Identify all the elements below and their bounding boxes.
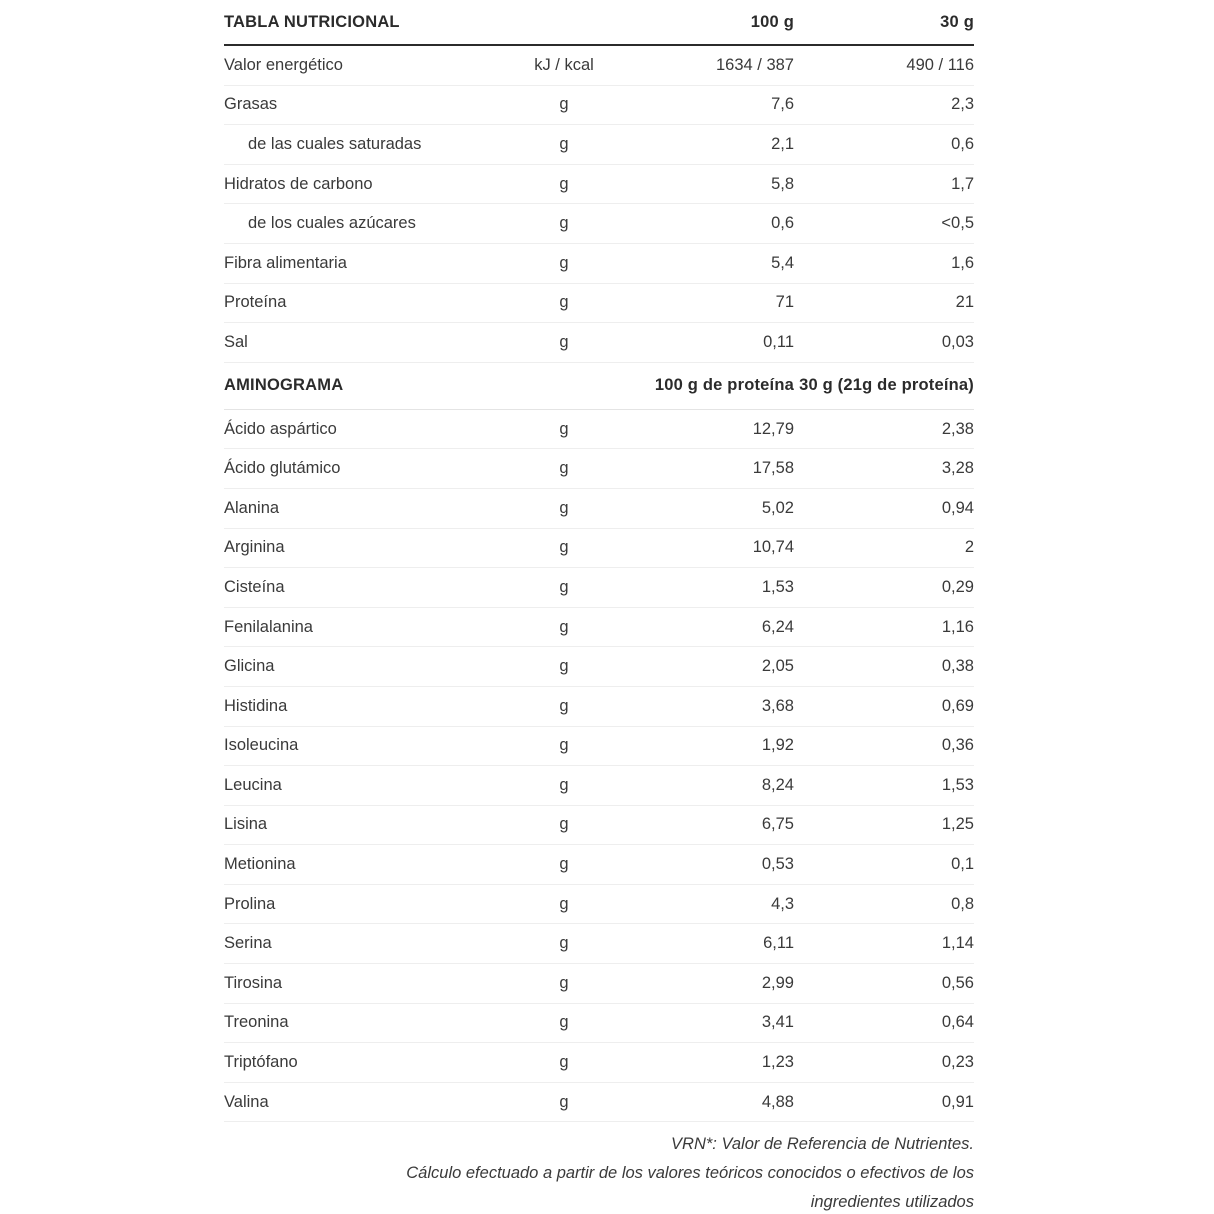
row-label: Fibra alimentaria: [224, 243, 509, 283]
table-row: [224, 884, 974, 924]
row-value-30g: 2,3: [794, 85, 974, 125]
row-value-100g-protein: 2,99: [619, 964, 794, 1004]
nutrition-table-body: [224, 0, 974, 1122]
footnote-line-ingredientes: ingredientes utilizados: [810, 1193, 974, 1212]
row-label: Histidina: [224, 686, 509, 726]
row-label: Treonina: [224, 1003, 509, 1043]
table-row: [224, 528, 974, 568]
row-value-100g: 0,11: [619, 323, 794, 363]
row-unit: g: [509, 85, 619, 125]
row-unit: g: [509, 647, 619, 687]
row-unit: kJ / kcal: [509, 45, 619, 85]
table-row: [224, 647, 974, 687]
table-row: [224, 323, 974, 363]
row-value-30g: 1,7: [794, 164, 974, 204]
row-value-30g-protein: 0,1: [794, 845, 974, 885]
row-value-30g-protein: 1,14: [794, 924, 974, 964]
footnote-line-vrn: VRN*: Valor de Referencia de Nutrientes.: [671, 1135, 974, 1154]
row-unit: g: [509, 528, 619, 568]
aminogram-col2-header: 30 g (21g de proteína): [794, 362, 974, 409]
row-value-100g: 7,6: [619, 85, 794, 125]
row-value-100g: 0,6: [619, 204, 794, 244]
row-value-100g-protein: 4,88: [619, 1082, 794, 1122]
table-row: [224, 1082, 974, 1122]
row-unit: g: [509, 726, 619, 766]
row-value-30g: 490 / 116: [794, 45, 974, 85]
table-footnote: [224, 1122, 974, 1214]
row-value-30g-protein: 1,25: [794, 805, 974, 845]
row-unit: g: [509, 409, 619, 449]
row-value-30g-protein: 1,53: [794, 766, 974, 806]
table-row: [224, 283, 974, 323]
table-row: [224, 164, 974, 204]
row-value-30g: <0,5: [794, 204, 974, 244]
table-row: [224, 409, 974, 449]
table-row: [224, 607, 974, 647]
row-unit: g: [509, 283, 619, 323]
row-unit: g: [509, 204, 619, 244]
table-row: [224, 45, 974, 85]
row-unit: g: [509, 125, 619, 165]
row-value-30g-protein: 0,64: [794, 1003, 974, 1043]
aminogram-section-header: [224, 362, 974, 409]
row-unit: g: [509, 686, 619, 726]
row-unit: g: [509, 1003, 619, 1043]
row-unit: g: [509, 924, 619, 964]
row-label: Isoleucina: [224, 726, 509, 766]
row-value-100g-protein: 4,3: [619, 884, 794, 924]
row-label: de los cuales azúcares: [224, 204, 509, 244]
row-value-100g-protein: 6,11: [619, 924, 794, 964]
row-unit: g: [509, 766, 619, 806]
row-label: Prolina: [224, 884, 509, 924]
row-unit: g: [509, 805, 619, 845]
row-label: Cisteína: [224, 568, 509, 608]
row-unit: g: [509, 243, 619, 283]
nutrition-section-title: TABLA NUTRICIONAL: [224, 0, 509, 45]
nutrition-section-header: [224, 0, 974, 45]
row-value-100g-protein: 1,53: [619, 568, 794, 608]
row-value-100g-protein: 1,92: [619, 726, 794, 766]
row-value-30g-protein: 0,8: [794, 884, 974, 924]
row-label: Triptófano: [224, 1043, 509, 1083]
row-value-100g-protein: 10,74: [619, 528, 794, 568]
row-value-30g-protein: 0,38: [794, 647, 974, 687]
row-value-100g-protein: 3,68: [619, 686, 794, 726]
row-value-100g-protein: 6,75: [619, 805, 794, 845]
row-label: Proteína: [224, 283, 509, 323]
row-unit: g: [509, 488, 619, 528]
table-row: [224, 449, 974, 489]
row-value-30g: 1,6: [794, 243, 974, 283]
row-value-100g-protein: 0,53: [619, 845, 794, 885]
row-unit: g: [509, 323, 619, 363]
row-value-30g: 21: [794, 283, 974, 323]
row-label: Hidratos de carbono: [224, 164, 509, 204]
footnote-line-calculo: Cálculo efectuado a partir de los valores teóricos conocidos o efectivos de los: [406, 1164, 974, 1183]
row-label: Ácido glutámico: [224, 449, 509, 489]
table-row: [224, 204, 974, 244]
table-row: [224, 845, 974, 885]
row-value-30g-protein: 1,16: [794, 607, 974, 647]
row-label: Fenilalanina: [224, 607, 509, 647]
row-value-100g-protein: 3,41: [619, 1003, 794, 1043]
row-value-30g-protein: 0,69: [794, 686, 974, 726]
row-value-30g-protein: 0,56: [794, 964, 974, 1004]
table-row: [224, 726, 974, 766]
row-unit: g: [509, 449, 619, 489]
row-value-30g-protein: 0,36: [794, 726, 974, 766]
row-unit: g: [509, 884, 619, 924]
row-label: Metionina: [224, 845, 509, 885]
row-value-100g: 71: [619, 283, 794, 323]
table-row: [224, 964, 974, 1004]
row-unit: g: [509, 845, 619, 885]
nutrition-col2-header: 30 g: [794, 0, 974, 45]
row-unit: g: [509, 568, 619, 608]
aminogram-section-title: AMINOGRAMA: [224, 362, 509, 409]
table-row: [224, 1043, 974, 1083]
row-label: Valor energético: [224, 45, 509, 85]
row-value-100g-protein: 17,58: [619, 449, 794, 489]
nutrition-table-wrapper: [224, 0, 974, 1214]
row-label: Leucina: [224, 766, 509, 806]
row-label: Serina: [224, 924, 509, 964]
row-label: de las cuales saturadas: [224, 125, 509, 165]
row-label: Grasas: [224, 85, 509, 125]
table-row: [224, 1003, 974, 1043]
row-value-100g-protein: 1,23: [619, 1043, 794, 1083]
row-value-30g-protein: 0,29: [794, 568, 974, 608]
row-value-100g-protein: 12,79: [619, 409, 794, 449]
row-value-30g-protein: 3,28: [794, 449, 974, 489]
row-label: Tirosina: [224, 964, 509, 1004]
row-value-100g: 2,1: [619, 125, 794, 165]
table-row: [224, 766, 974, 806]
nutrition-unit-header: [509, 0, 619, 45]
row-label: Sal: [224, 323, 509, 363]
row-value-100g-protein: 8,24: [619, 766, 794, 806]
table-row: [224, 686, 974, 726]
nutrition-col1-header: 100 g: [619, 0, 794, 45]
row-value-30g: 0,03: [794, 323, 974, 363]
row-label: Ácido aspártico: [224, 409, 509, 449]
aminogram-col1-header: 100 g de proteína: [619, 362, 794, 409]
row-value-100g-protein: 6,24: [619, 607, 794, 647]
table-row: [224, 568, 974, 608]
table-row: [224, 805, 974, 845]
row-label: Lisina: [224, 805, 509, 845]
row-unit: g: [509, 164, 619, 204]
row-label: Valina: [224, 1082, 509, 1122]
row-unit: g: [509, 964, 619, 1004]
table-row: [224, 924, 974, 964]
table-row: [224, 243, 974, 283]
row-unit: g: [509, 1043, 619, 1083]
row-value-30g: 0,6: [794, 125, 974, 165]
row-label: Arginina: [224, 528, 509, 568]
row-value-30g-protein: 2: [794, 528, 974, 568]
row-value-100g-protein: 5,02: [619, 488, 794, 528]
aminogram-unit-header: [509, 362, 619, 409]
row-value-30g-protein: 0,91: [794, 1082, 974, 1122]
table-row: [224, 125, 974, 165]
row-value-100g: 1634 / 387: [619, 45, 794, 85]
row-value-100g: 5,8: [619, 164, 794, 204]
row-value-30g-protein: 0,23: [794, 1043, 974, 1083]
row-label: Alanina: [224, 488, 509, 528]
row-unit: g: [509, 607, 619, 647]
table-row: [224, 488, 974, 528]
row-value-30g-protein: 2,38: [794, 409, 974, 449]
row-unit: g: [509, 1082, 619, 1122]
row-label: Glicina: [224, 647, 509, 687]
table-row: [224, 85, 974, 125]
row-value-30g-protein: 0,94: [794, 488, 974, 528]
row-value-100g: 5,4: [619, 243, 794, 283]
row-value-100g-protein: 2,05: [619, 647, 794, 687]
nutrition-table: [224, 0, 974, 1122]
